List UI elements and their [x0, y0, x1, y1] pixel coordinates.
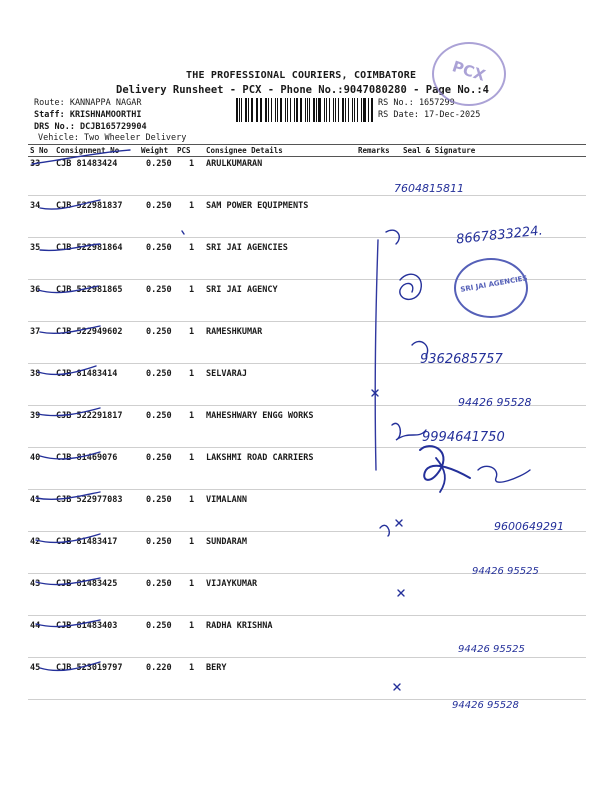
signature-phone: 94426 95528 — [458, 396, 532, 409]
barcode-bar — [294, 98, 295, 122]
barcode-bar — [300, 98, 302, 122]
col-pcs: PCS — [177, 146, 191, 155]
signature-phone: 7604815811 — [394, 182, 464, 195]
signature-phone: 94426 95525 — [472, 566, 539, 577]
barcode-bar — [361, 98, 362, 122]
barcode-bar — [326, 98, 327, 122]
barcode-bar — [248, 98, 249, 122]
ink-dot — [182, 231, 184, 234]
barcode-bar — [290, 98, 292, 122]
col-seal-signature: Seal & Signature — [403, 146, 476, 155]
col-consignee: Consignee Details — [206, 146, 283, 155]
barcode-bar — [352, 98, 353, 122]
table-row: 36 CJB 522981865 0.250 1 SRI JAI AGENCY — [30, 285, 278, 295]
signature-phone: 9994641750 — [422, 430, 505, 445]
table-row: 38 CJB 81483414 0.250 1 SELVARAJ — [30, 369, 247, 379]
signature-phone: 9600649291 — [494, 520, 564, 533]
row-divider — [28, 447, 586, 448]
barcode-bar — [305, 98, 306, 122]
row-divider — [28, 321, 586, 322]
barcode-bar — [338, 98, 339, 122]
signature-phone: 9362685757 — [420, 352, 503, 367]
staff-label: Staff: KRISHNAMOORTHI — [34, 110, 142, 120]
barcode-bar — [329, 98, 330, 122]
rs-number: RS No.: 1657299 — [378, 98, 455, 108]
header-top-rule — [28, 144, 586, 145]
barcode-bar — [348, 98, 350, 122]
vehicle-label: Vehicle: Two Wheeler Delivery — [38, 133, 187, 143]
signature-stroke — [478, 466, 530, 482]
barcode-bar — [296, 98, 298, 122]
barcode-bar — [236, 98, 238, 122]
company-title: THE PROFESSIONAL COURIERS, COIMBATORE — [186, 70, 417, 81]
table-row: 43 CJB 81483425 0.250 1 VIJAYKUMAR — [30, 579, 258, 589]
table-row: 42 CJB 81483417 0.250 1 SUNDARAM — [30, 537, 247, 547]
route-label: Route: KANNAPPA NAGAR — [34, 98, 142, 108]
barcode-bar — [268, 98, 269, 122]
barcode-bar — [371, 98, 373, 122]
barcode-bar — [318, 98, 320, 122]
barcode-bar — [287, 98, 288, 122]
barcode-bar — [251, 98, 253, 122]
cross-mark — [396, 520, 402, 526]
signature-phone: 94426 95528 — [452, 700, 519, 711]
barcode-bar — [256, 98, 257, 122]
barcode-bar — [257, 98, 258, 122]
col-sno: S No — [30, 146, 49, 155]
barcode-bar — [354, 98, 355, 122]
barcode-bar — [345, 98, 346, 122]
barcode-bar — [245, 98, 247, 122]
table-row: 40 CJB 81469076 0.250 1 LAKSHMI ROAD CARRIERS — [30, 453, 314, 463]
drs-number: DRS No.: DCJB165729904 — [34, 122, 147, 132]
signature-phone: 94426 95525 — [458, 644, 525, 655]
barcode-bar — [271, 98, 272, 122]
row-divider — [28, 657, 586, 658]
barcode-bar — [277, 98, 278, 122]
table-row: 34 CJB 522981837 0.250 1 SAM POWER EQUIPMENTS — [30, 201, 309, 211]
table-row: 33 CJB 81483424 0.250 1 ARULKUMARAN — [30, 159, 263, 169]
signature-phone: 8667833224. — [455, 223, 544, 248]
barcode-bar — [241, 98, 242, 122]
rs-date: RS Date: 17-Dec-2025 — [378, 110, 481, 120]
barcode-bar — [260, 98, 262, 122]
barcode-bar — [307, 98, 308, 122]
barcode-bar — [280, 98, 282, 122]
barcode-bar — [316, 98, 317, 122]
drs-barcode — [236, 98, 374, 122]
row-divider — [28, 195, 586, 196]
signature-stroke — [392, 423, 426, 440]
table-row: 39 CJB 522291817 0.250 1 MAHESHWARY ENGG WORKS — [30, 411, 314, 421]
table-row: 44 CJB 81483403 0.250 1 RADHA KRISHNA — [30, 621, 273, 631]
barcode-bar — [239, 98, 240, 122]
barcode-bar — [309, 98, 310, 122]
top-office-stamp — [432, 42, 506, 106]
table-row: 45 CJB 523019797 0.220 1 BERY — [30, 663, 227, 673]
runsheet-title: Delivery Runsheet - PCX - Phone No.:9047080280 - Page No.:4 — [116, 84, 489, 96]
barcode-bar — [324, 98, 326, 122]
cross-mark — [372, 390, 378, 396]
table-row: 35 CJB 522981864 0.250 1 SRI JAI AGENCIES — [30, 243, 288, 253]
cross-mark — [394, 684, 400, 690]
barcode-bar — [342, 98, 344, 122]
barcode-bar — [275, 98, 277, 122]
table-row: 41 CJB 522977083 0.250 1 VIMALANN — [30, 495, 247, 505]
barcode-bar — [265, 98, 267, 122]
col-consignment: Consignment No — [56, 146, 120, 155]
barcode-bar — [285, 98, 286, 122]
row-divider — [28, 615, 586, 616]
header-bottom-rule — [28, 156, 586, 157]
barcode-bar — [313, 98, 315, 122]
col-remarks: Remarks — [358, 146, 390, 155]
barcode-bar — [333, 98, 335, 122]
barcode-bar — [357, 98, 359, 122]
row-divider — [28, 489, 586, 490]
col-weight: Weight — [141, 146, 169, 155]
table-row: 37 CJB 522949602 0.250 1 RAMESHKUMAR — [30, 327, 263, 337]
barcode-bar — [363, 98, 365, 122]
seal-text: SRI JAI AGENCIES — [459, 274, 529, 294]
top-stamp-text: PCX — [450, 57, 488, 85]
margin-line — [375, 240, 378, 470]
barcode-bar — [335, 98, 336, 122]
sri-jai-agencies-seal — [454, 258, 528, 318]
barcode-bar — [368, 98, 369, 122]
